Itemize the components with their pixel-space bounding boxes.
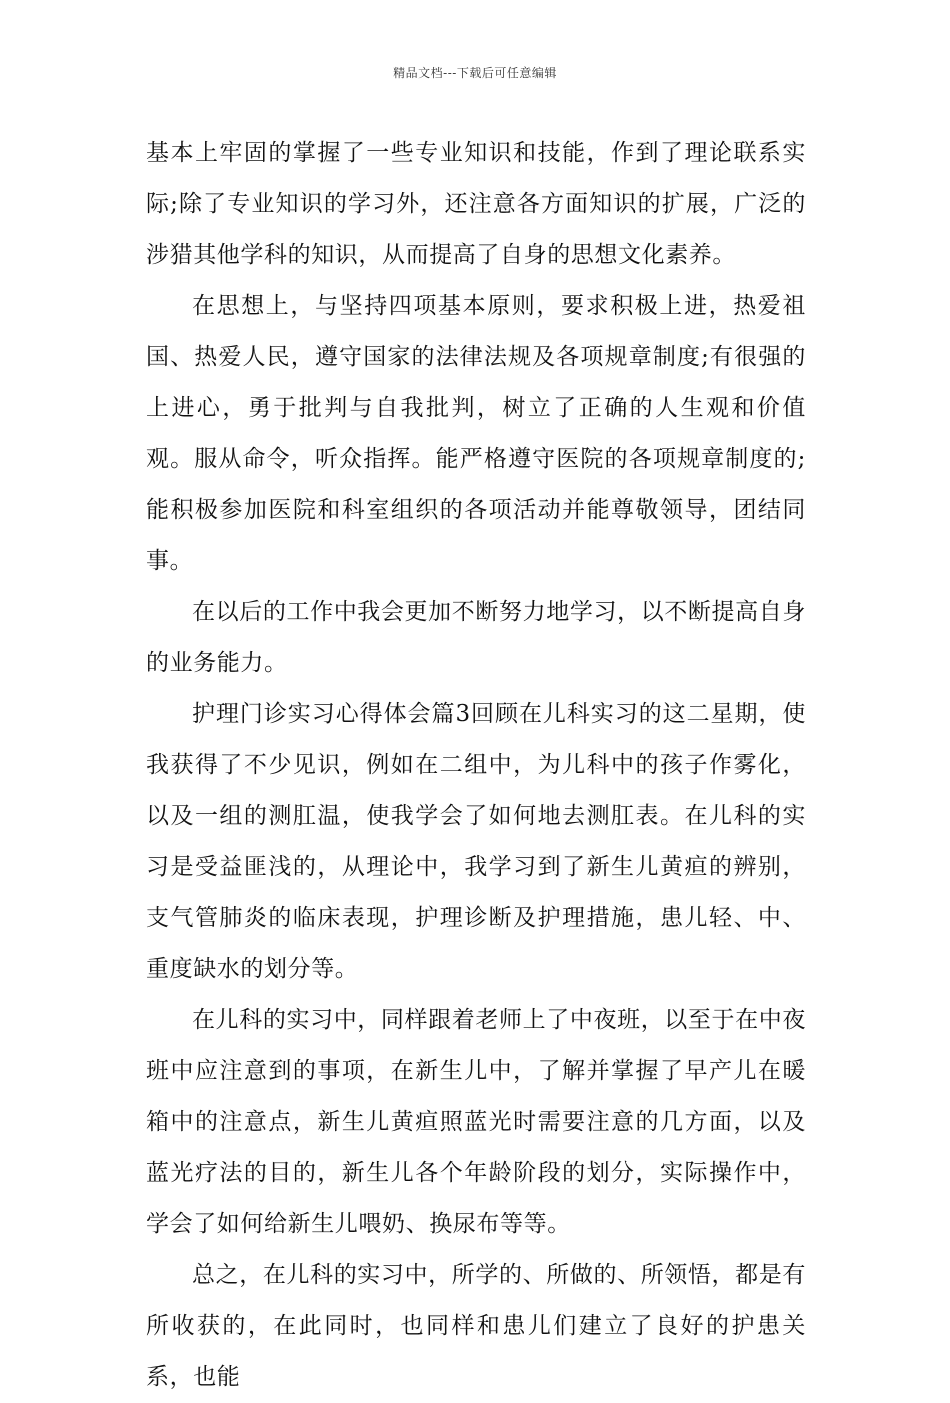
- paragraph-5: 在儿科的实习中，同样跟着老师上了中夜班，以至于在中夜班中应注意到的事项，在新生儿中，了解并掌握了早产儿在暖箱中的注意点，新生儿黄疸照蓝光时需要注意的几方面，以及蓝光疗法的目的，新生儿各个年龄阶段的划分，实际操作中，学会了如何给新生儿喂奶、换尿布等等。: [146, 1007, 806, 1237]
- paragraph-1: 基本上牢固的掌握了一些专业知识和技能，作到了理论联系实际;除了专业知识的学习外，还注意各方面知识的扩展，广泛的涉猎其他学科的知识，从而提高了自身的思想文化素养。: [146, 140, 806, 268]
- paragraph-6: 总之，在儿科的实习中，所学的、所做的、所领悟，都是有所收获的，在此同时，也同样和患儿们建立了良好的护患关系，也能: [146, 1262, 806, 1390]
- paragraph-3: 在以后的工作中我会更加不断努力地学习，以不断提高自身的业务能力。: [146, 599, 806, 676]
- document-body: [146, 128, 806, 1403]
- paragraph-2: 在思想上，与坚持四项基本原则，要求积极上进，热爱祖国、热爱人民，遵守国家的法律法规及各项规章制度;有很强的上进心，勇于批判与自我批判，树立了正确的人生观和价值观。服从命令，听众指挥。能严格遵守医院的各项规章制度的;能积极参加医院和科室组织的各项活动并能尊敬领导，团结同事。: [146, 293, 806, 574]
- page-header: 精品文档---下载后可任意编辑: [393, 66, 557, 80]
- paragraph-4: 护理门诊实习心得体会篇3回顾在儿科实习的这二星期，使我获得了不少见识，例如在二组中，为儿科中的孩子作雾化，以及一组的测肛温，使我学会了如何地去测肛表。在儿科的实习是受益匪浅的，从理论中，我学习到了新生儿黄疸的辨别，支气管肺炎的临床表现，护理诊断及护理措施，患儿轻、中、重度缺水的划分等。: [146, 701, 806, 982]
